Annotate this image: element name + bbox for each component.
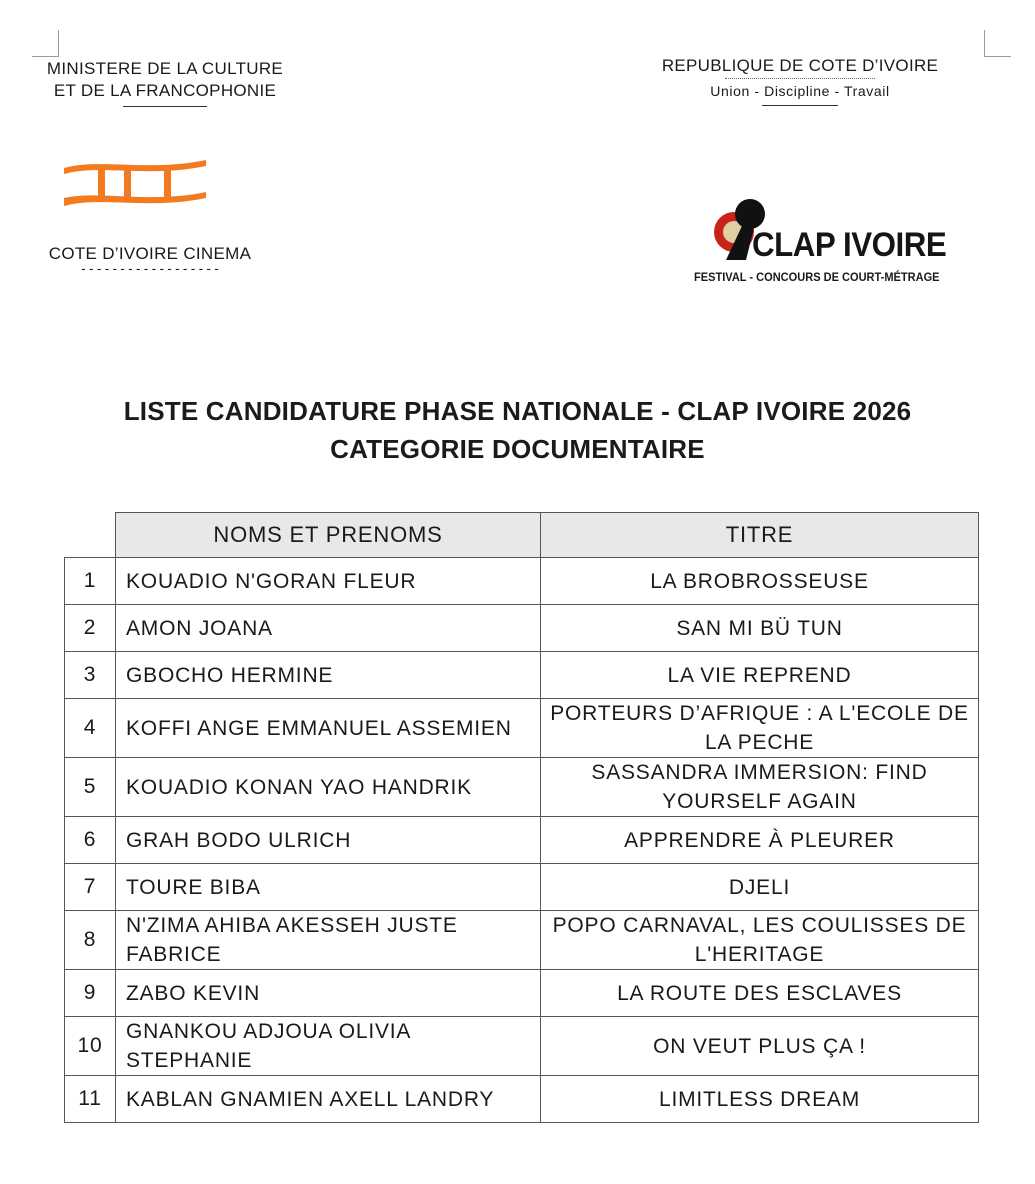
candidate-name: GNANKOU ADJOUA OLIVIA STEPHANIE xyxy=(116,1017,541,1076)
film-title: SAN MI BÜ TUN xyxy=(541,605,979,652)
film-title: PORTEURS D’AFRIQUE : A L'ECOLE DE LA PECHE xyxy=(541,699,979,758)
clap-ivoire-wordmark: CLAP IVOIRE xyxy=(752,226,947,264)
film-title: LA VIE REPREND xyxy=(541,652,979,699)
row-number: 4 xyxy=(65,699,116,758)
table-row xyxy=(65,558,979,605)
document-title-line-2: CATEGORIE DOCUMENTAIRE xyxy=(330,434,705,464)
candidate-name: AMON JOANA xyxy=(116,605,541,652)
candidate-name: KABLAN GNAMIEN AXELL LANDRY xyxy=(116,1076,541,1123)
candidate-name: TOURE BIBA xyxy=(116,864,541,911)
film-title: ON VEUT PLUS ÇA ! xyxy=(541,1017,979,1076)
table-row xyxy=(65,970,979,1017)
table-row xyxy=(65,605,979,652)
film-title: LIMITLESS DREAM xyxy=(541,1076,979,1123)
row-number: 6 xyxy=(65,817,116,864)
candidate-name: KOUADIO N'GORAN FLEUR xyxy=(116,558,541,605)
film-title: LA BROBROSSEUSE xyxy=(541,558,979,605)
table-row xyxy=(65,1076,979,1123)
candidate-name: N'ZIMA AHIBA AKESSEH JUSTE FABRICE xyxy=(116,911,541,970)
row-number: 7 xyxy=(65,864,116,911)
table-row xyxy=(65,652,979,699)
ministry-header xyxy=(30,58,300,107)
row-number: 8 xyxy=(65,911,116,970)
film-title: POPO CARNAVAL, LES COULISSES DE L'HERITAGE xyxy=(541,911,979,970)
document-title xyxy=(40,392,995,468)
table-row xyxy=(65,758,979,817)
candidate-name: GBOCHO HERMINE xyxy=(116,652,541,699)
row-number: 5 xyxy=(65,758,116,817)
film-title: LA ROUTE DES ESCLAVES xyxy=(541,970,979,1017)
table-row xyxy=(65,864,979,911)
row-number: 10 xyxy=(65,1017,116,1076)
table-row xyxy=(65,699,979,758)
row-number: 2 xyxy=(65,605,116,652)
crop-mark-top-left xyxy=(32,30,59,57)
organisation-dashes: ------------------ xyxy=(79,262,221,277)
row-number: 3 xyxy=(65,652,116,699)
candidate-name: ZABO KEVIN xyxy=(116,970,541,1017)
candidate-name: KOFFI ANGE EMMANUEL ASSEMIEN xyxy=(116,699,541,758)
republic-header xyxy=(650,56,950,106)
table-header-row xyxy=(65,513,979,558)
republic-name: REPUBLIQUE DE COTE D’IVOIRE xyxy=(661,56,939,75)
cote-divoire-cinema-logo-icon xyxy=(60,154,210,216)
clap-ivoire-tagline: FESTIVAL - CONCOURS DE COURT-MÉTRAGE xyxy=(694,270,940,284)
document-title-line-1: LISTE CANDIDATURE PHASE NATIONALE - CLAP IVOIRE 2026 xyxy=(123,396,912,426)
table-row xyxy=(65,911,979,970)
table-header-name: NOMS ET PRENOMS xyxy=(116,513,541,558)
ministry-line-1: MINISTERE DE LA CULTURE xyxy=(46,59,284,78)
ministry-line-2: ET DE LA FRANCOPHONIE xyxy=(53,81,277,100)
table-header-number xyxy=(65,513,116,558)
republic-motto: Union - Discipline - Travail xyxy=(710,83,890,99)
row-number: 1 xyxy=(65,558,116,605)
candidate-name: GRAH BODO ULRICH xyxy=(116,817,541,864)
organisation-name: COTE D’IVOIRE CINEMA xyxy=(48,244,252,263)
candidate-name: KOUADIO KONAN YAO HANDRIK xyxy=(116,758,541,817)
row-number: 11 xyxy=(65,1076,116,1123)
republic-dotted-rule xyxy=(725,78,875,79)
film-title: DJELI xyxy=(541,864,979,911)
film-title: APPRENDRE À PLEURER xyxy=(541,817,979,864)
film-title: SASSANDRA IMMERSION: FIND YOURSELF AGAIN xyxy=(541,758,979,817)
table-row xyxy=(65,817,979,864)
republic-rule xyxy=(762,105,838,106)
crop-mark-top-right xyxy=(984,30,1011,57)
row-number: 9 xyxy=(65,970,116,1017)
table-header-title: TITRE xyxy=(541,513,979,558)
ministry-rule xyxy=(123,106,207,107)
table-row xyxy=(65,1017,979,1076)
candidate-table xyxy=(64,512,979,1123)
